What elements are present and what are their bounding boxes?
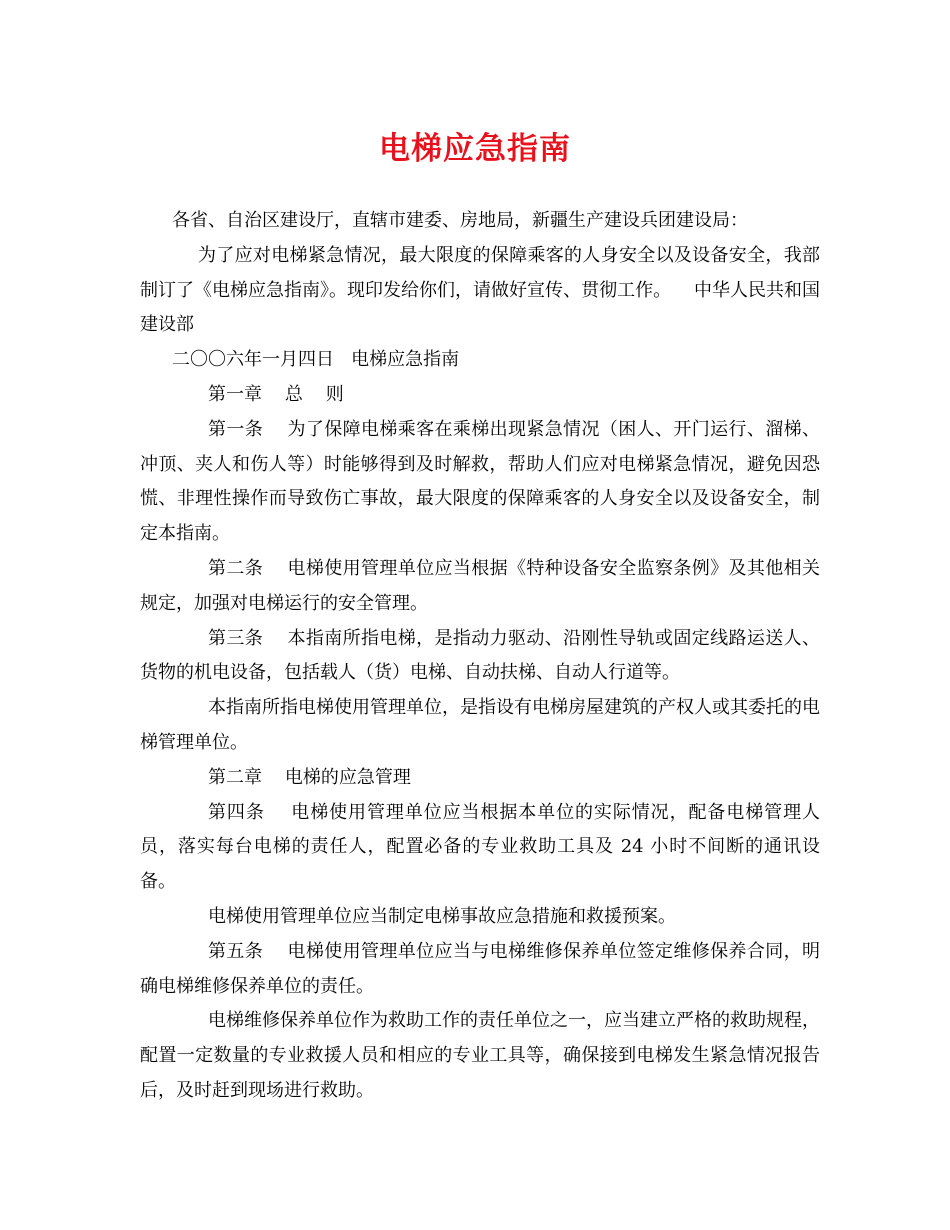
chapter-heading-1: 第一章 总 则: [208, 383, 344, 405]
paragraph-addressees: 各省、自治区建设厅，直辖市建委、房地局，新疆生产建设兵团建设局：: [172, 210, 748, 231]
article-5-maintenance: 电梯维修保养单位作为救助工作的责任单位之一，应当建立严格的救助规程，配置一定数量的专业救援人员和相应的专业工具等，确保接到电梯发生紧急情况报告后，及时赶到现场进行救助。: [140, 1010, 820, 1101]
article-4-plan: 电梯使用管理单位应当制定电梯事故应急措施和救援预案。: [208, 905, 676, 927]
article-5: 第五条 电梯使用管理单位应当与电梯维修保养单位签定维修保养合同，明确电梯维修保养单位的责任。: [140, 940, 820, 997]
document-body: [140, 204, 820, 1109]
article-3: 第三条 本指南所指电梯，是指动力驱动、沿刚性导轨或固定线路运送人、货物的机电设备，包括载人（货）电梯、自动扶梯、自动人行道等。: [140, 627, 820, 684]
article-2: 第二条 电梯使用管理单位应当根据《特种设备安全监察条例》及其他相关规定，加强对电梯运行的安全管理。: [140, 557, 820, 614]
article-1: 第一条 为了保障电梯乘客在乘梯出现紧急情况（困人、开门运行、溜梯、冲顶、夹人和伤人等）时能够得到及时解救，帮助人们应对电梯紧急情况，避免因恐慌、非理性操作而导致伤亡事故，最大限度的保障乘客的人身安全以及设备安全，制定本指南。: [140, 418, 820, 545]
article-4: 第四条 电梯使用管理单位应当根据本单位的实际情况，配备电梯管理人员，落实每台电梯的责任人，配置必备的专业救助工具及 24 小时不间断的通讯设备。: [140, 801, 820, 893]
document-title: 电梯应急指南: [379, 131, 571, 167]
paragraph-notice: 为了应对电梯紧急情况，最大限度的保障乘客的人身安全以及设备安全，我部制订了《电梯应急指南》。现印发给你们，请做好宣传、贯彻工作。 中华人民共和国建设部: [140, 244, 820, 336]
article-3-definition: 本指南所指电梯使用管理单位，是指设有电梯房屋建筑的产权人或其委托的电梯管理单位。: [140, 697, 820, 753]
paragraph-date: 二〇〇六年一月四日 电梯应急指南: [172, 349, 460, 371]
chapter-heading-2: 第二章 电梯的应急管理: [208, 766, 411, 788]
